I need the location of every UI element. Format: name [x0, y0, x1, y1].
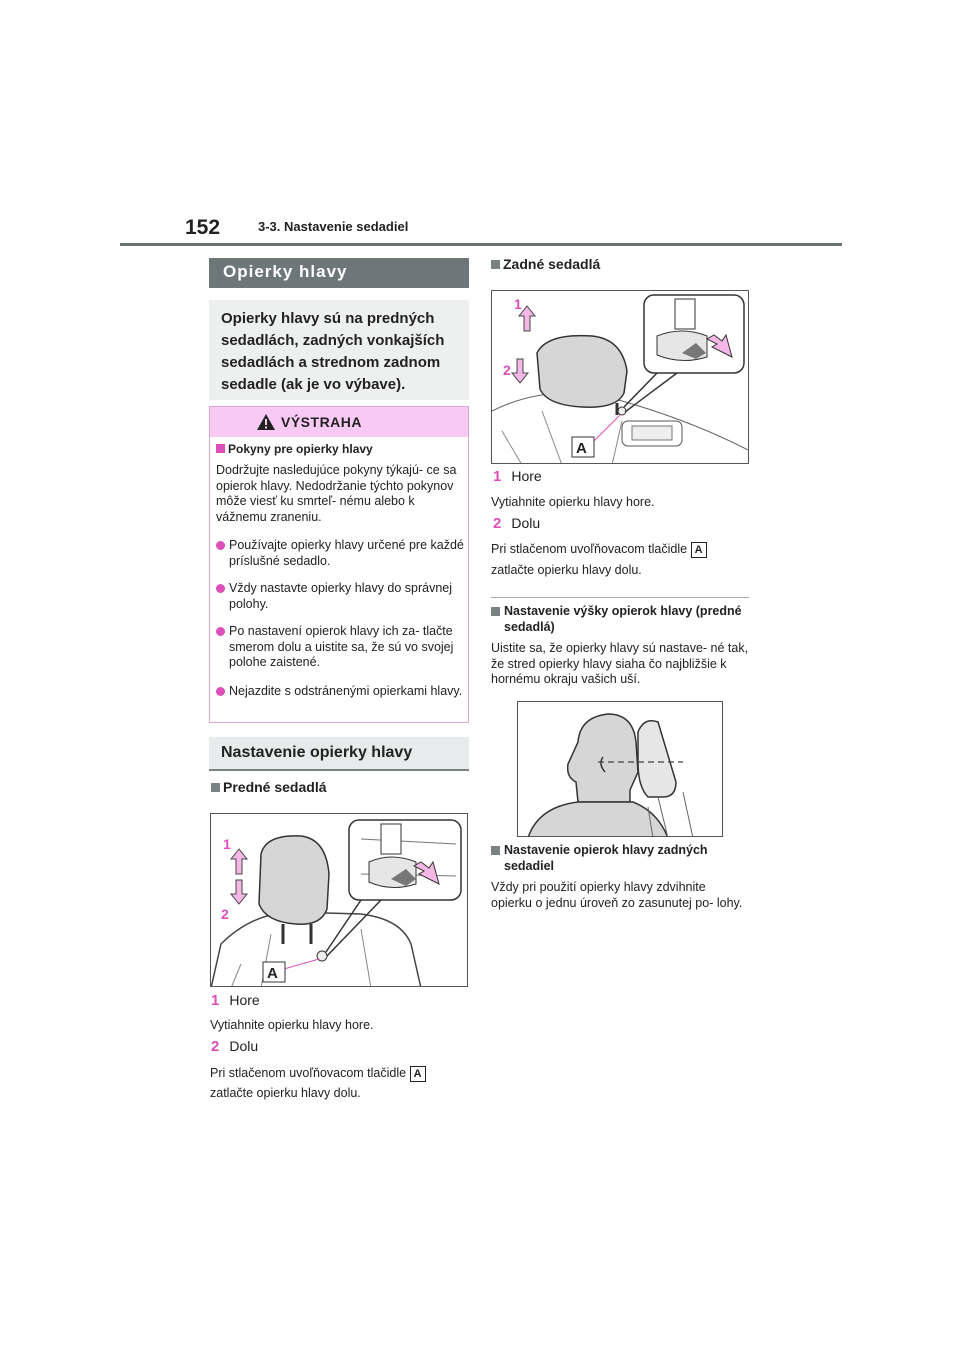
warning-header: [210, 407, 468, 437]
front-step-1: 1 Hore: [211, 992, 260, 1009]
rear-step-2-desc: Pri stlačenom uvoľňovacom tlačidle A: [491, 541, 707, 558]
front-step-2: 2 Dolu: [211, 1038, 259, 1055]
warning-title: VÝSTRAHA: [281, 414, 363, 430]
warning-box: [209, 406, 469, 723]
front-step-2-desc-cont: zatlačte opierku hlavy dolu.: [210, 1086, 361, 1100]
bullet-dot-icon: [216, 687, 225, 696]
warning-bullet: Používajte opierky hlavy určené pre každé príslušné sedadlo.: [216, 538, 464, 569]
height-text: Uistite sa, že opierky hlavy sú nastave- né tak, že stred opierky hlavy siaha čo najbližšie k hornému okraju vašich uší.: [491, 641, 749, 686]
bullet-dot-icon: [216, 541, 225, 550]
front-headrest-illustration: [211, 814, 468, 987]
fig-label-up: 1: [223, 836, 231, 852]
bullet-dot-icon: [216, 627, 225, 636]
front-step-1-desc: Vytiahnite opierku hlavy hore.: [210, 1018, 374, 1032]
release-button-label: A: [410, 1066, 426, 1082]
chapter-title: 3-3. Nastavenie sedadiel: [258, 219, 409, 234]
intro-text: Opierky hlavy sú na predných sedadlách, zadných vonkajších sedadlách a strednom zadnom sedadle (ak je vo výbave).: [209, 300, 469, 400]
square-bullet-icon: [491, 607, 500, 616]
rear-adjust-text: Vždy pri použití opierky hlavy zdvihnite opierku o jednu úroveň zo zasunutej po- lohy.: [491, 880, 743, 910]
height-heading: Nastavenie výšky opierok hlavy (predné sedadlá): [491, 604, 749, 635]
rear-seats-heading: Zadné sedadlá: [491, 256, 600, 272]
square-bullet-icon: [211, 783, 220, 792]
warning-subtitle: Pokyny pre opierky hlavy: [216, 442, 373, 456]
page-number: 152: [185, 216, 221, 239]
warning-bullet: Po nastavení opierok hlavy ich za- tlačte smerom dolu a uistite sa, že sú vo svojej polohe zaistené.: [216, 624, 464, 671]
rear-step-2: 2 Dolu: [493, 515, 541, 532]
fig-label-button: A: [576, 440, 587, 457]
square-bullet-icon: [491, 846, 500, 855]
fig-label-down: 2: [503, 362, 511, 378]
rear-step-1-desc: Vytiahnite opierku hlavy hore.: [491, 495, 655, 509]
warning-paragraph: Dodržujte nasledujúce pokyny týkajú- ce sa opierok hlavy. Nedodržanie týchto pokynov môže viesť ku smrteľ- nému alebo k vážnemu zraneniu.: [216, 463, 457, 524]
release-button-label: A: [691, 542, 707, 558]
head-position-illustration: [518, 702, 723, 837]
fig-label-up: 1: [514, 296, 522, 312]
section-title-headrests: Opierky hlavy: [209, 258, 469, 288]
rear-headrest-illustration: [492, 291, 749, 464]
rear-step-2-desc-cont: zatlačte opierku hlavy dolu.: [491, 563, 642, 577]
warning-bullet: Nejazdite s odstránenými opierkami hlavy.: [216, 684, 464, 700]
square-bullet-icon: [216, 444, 225, 453]
square-bullet-icon: [491, 260, 500, 269]
warning-bullet: Vždy nastavte opierky hlavy do správnej polohy.: [216, 581, 464, 612]
fig-label-button: A: [267, 965, 278, 982]
section-title-adjust: Nastavenie opierky hlavy: [209, 737, 469, 771]
front-headrest-figure: [210, 813, 468, 987]
bullet-dot-icon: [216, 584, 225, 593]
section-divider: [491, 597, 749, 598]
rear-adjust-heading: Nastavenie opierok hlavy zadných sedadiel: [491, 843, 749, 874]
head-position-figure: [517, 701, 723, 837]
fig-label-down: 2: [221, 906, 229, 922]
rear-headrest-figure: [491, 290, 749, 464]
front-step-2-desc: Pri stlačenom uvoľňovacom tlačidle A: [210, 1065, 426, 1082]
rear-step-1: 1 Hore: [493, 468, 542, 485]
warning-triangle-icon: [256, 413, 276, 431]
header-divider: [120, 243, 842, 246]
front-seats-heading: Predné sedadlá: [211, 779, 327, 795]
